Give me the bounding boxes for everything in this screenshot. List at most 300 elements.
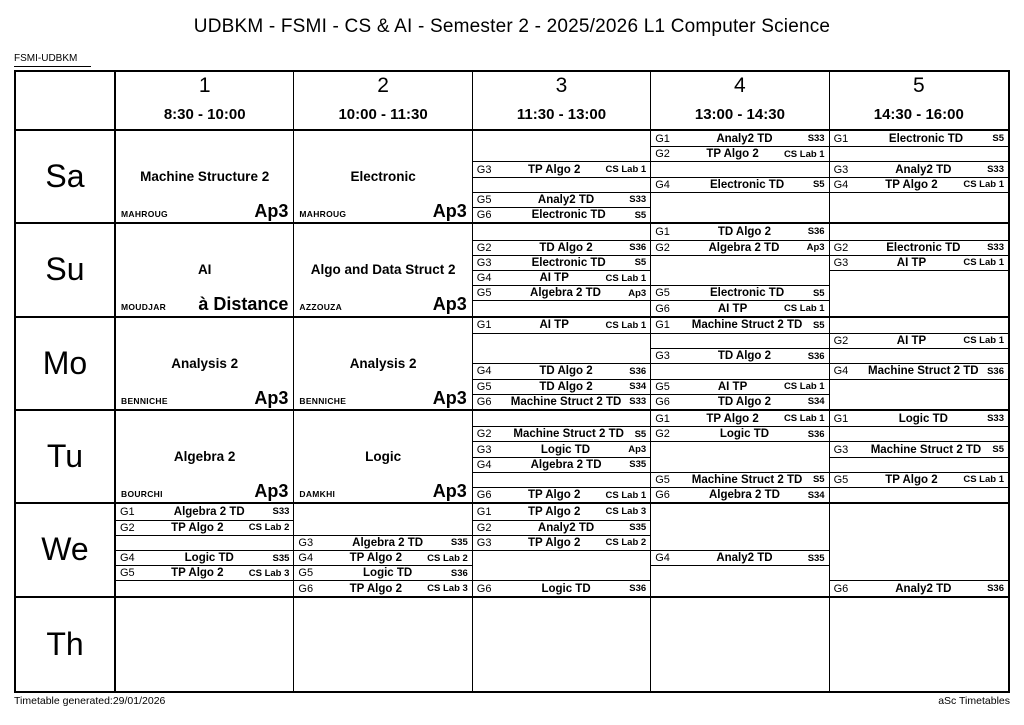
group-label: G1 <box>120 505 135 518</box>
page-title: UDBKM - FSMI - CS & AI - Semester 2 - 2025/2026 L1 Computer Science <box>193 16 831 37</box>
group-label: G2 <box>476 521 492 534</box>
course-title: Algebra 2 TD <box>708 489 780 502</box>
room-label: Ap3 <box>432 387 467 408</box>
group-label: G1 <box>833 132 849 145</box>
room-label: S34 <box>629 381 647 393</box>
cell-mo-p5 <box>830 318 1008 411</box>
course-title: Algebra 2 TD <box>352 536 424 549</box>
room-label: CS Lab 1 <box>963 335 1004 347</box>
room-label: S5 <box>634 428 647 440</box>
course-title: Electronic TD <box>531 256 606 269</box>
class-entry <box>651 426 828 442</box>
group-label: G3 <box>298 536 314 549</box>
course-title: Analy2 TD <box>716 552 773 565</box>
period-time: 13:00 - 14:30 <box>694 106 785 124</box>
course-title: Algebra 2 TD <box>708 241 780 254</box>
room-label: S33 <box>807 133 825 145</box>
room-label: CS Lab 1 <box>963 257 1004 269</box>
room-label: CS Lab 1 <box>783 148 825 160</box>
course-title: AI TP <box>717 380 748 393</box>
cell-mo-p4 <box>651 318 829 411</box>
course-title: Machine Struct 2 TD <box>868 365 979 378</box>
period-header-5 <box>830 72 1008 131</box>
group-label: G2 <box>120 521 135 534</box>
room-label: S36 <box>629 583 647 595</box>
cell-mo-p3 <box>473 318 651 411</box>
room-label: CS Lab 2 <box>248 522 290 534</box>
teacher-name: MOUDJAR <box>121 302 167 313</box>
day-label-text: Th <box>46 625 84 662</box>
class-entry <box>830 363 1008 379</box>
group-label: G5 <box>476 287 492 300</box>
course-title: Logic <box>365 449 402 465</box>
room-label: S34 <box>807 396 825 408</box>
course-title: Electronic TD <box>710 178 785 191</box>
period-number: 2 <box>377 74 389 98</box>
group-label: G6 <box>476 395 492 408</box>
room-label: S36 <box>629 242 647 254</box>
cell-we-p2 <box>294 504 472 597</box>
room-label: S33 <box>987 413 1004 425</box>
lecture-footer <box>121 294 289 315</box>
course-title: Analy2 TD <box>895 163 952 176</box>
room-label: CS Lab 1 <box>963 179 1004 191</box>
class-entry <box>651 240 828 256</box>
course-title: Analy2 TD <box>537 193 595 206</box>
group-label: G6 <box>298 582 314 595</box>
group-label: G2 <box>655 428 670 441</box>
room-label: S36 <box>807 350 825 362</box>
corner-cell <box>16 72 116 131</box>
period-time: 14:30 - 16:00 <box>873 106 964 124</box>
class-entry <box>473 318 650 334</box>
class-entry <box>473 240 650 256</box>
room-label: CS Lab 1 <box>783 413 825 425</box>
day-label-text: Sa <box>45 158 85 195</box>
lecture-footer <box>299 481 467 502</box>
cell-th-p1 <box>116 598 294 691</box>
teacher-name: MAHROUG <box>121 209 168 220</box>
room-label: CS Lab 2 <box>427 552 468 564</box>
room-label: S35 <box>450 537 468 549</box>
group-label: G3 <box>833 256 849 269</box>
group-label: G4 <box>120 552 135 565</box>
footer-generated-text: Timetable generated:29/01/2026 <box>14 695 166 707</box>
room-label: S35 <box>629 522 647 534</box>
teacher-name: AZZOUZA <box>299 302 343 313</box>
class-entry <box>830 580 1008 595</box>
course-title: Logic TD <box>898 412 948 425</box>
class-entry <box>473 520 650 536</box>
group-label: G5 <box>120 567 135 580</box>
lecture-footer <box>121 387 289 408</box>
course-title: Logic TD <box>540 443 591 456</box>
lecture-footer <box>299 294 467 315</box>
room-label: S36 <box>807 428 825 440</box>
group-label: G1 <box>655 225 670 238</box>
cell-tu-p4 <box>651 411 829 504</box>
room-label: S35 <box>272 552 290 564</box>
course-title: TP Algo 2 <box>706 148 759 161</box>
room-label: S5 <box>992 444 1004 456</box>
group-label: G1 <box>833 412 849 425</box>
cell-su-p3 <box>473 224 651 317</box>
cell-tu-p5 <box>830 411 1008 504</box>
course-title: TP Algo 2 <box>885 473 938 486</box>
course-title: Electronic TD <box>888 132 964 145</box>
group-label: G5 <box>476 380 492 393</box>
course-title: Analy2 TD <box>716 132 773 145</box>
class-entry <box>651 224 828 240</box>
course-title: TP Algo 2 <box>349 552 402 565</box>
course-title: Algebra 2 TD <box>530 458 602 471</box>
class-entry <box>830 240 1008 256</box>
course-title: TP Algo 2 <box>527 163 581 176</box>
timetable-grid <box>14 70 1010 693</box>
room-label: S33 <box>272 506 290 518</box>
class-entry <box>651 146 828 162</box>
course-title: Logic TD <box>541 582 591 595</box>
class-entry <box>651 318 828 334</box>
group-label: G2 <box>655 148 670 161</box>
course-title: Machine Struct 2 TD <box>870 443 982 456</box>
class-entry <box>651 177 828 193</box>
teacher-name: BOURCHI <box>121 489 163 500</box>
group-label: G6 <box>655 395 670 408</box>
room-label: S36 <box>987 583 1004 595</box>
course-title: AI TP <box>539 319 569 332</box>
room-label: CS Lab 3 <box>427 583 468 595</box>
class-entry <box>651 472 828 488</box>
group-label: G4 <box>833 365 849 378</box>
class-entry <box>473 535 650 551</box>
teacher-name: DAMKHI <box>299 489 336 500</box>
class-entry <box>116 565 293 581</box>
room-label: S35 <box>807 552 825 564</box>
group-label: G4 <box>476 458 492 471</box>
course-title: AI <box>197 262 212 278</box>
course-title: Electronic <box>350 169 416 185</box>
course-title: AI TP <box>539 272 569 285</box>
group-label: G5 <box>298 567 314 580</box>
room-label: S5 <box>812 319 825 331</box>
group-label: G1 <box>655 412 670 425</box>
course-title: Machine Struct 2 TD <box>510 395 622 408</box>
period-header-3 <box>473 72 651 131</box>
group-label: G2 <box>833 241 849 254</box>
period-time: 11:30 - 13:00 <box>516 106 607 124</box>
room-label: S34 <box>807 489 825 501</box>
teacher-name: BENNICHE <box>299 395 347 406</box>
day-label-text: We <box>41 531 89 568</box>
course-title: TP Algo 2 <box>171 567 224 580</box>
group-label: G4 <box>655 552 670 565</box>
day-label-sa <box>16 131 116 224</box>
course-title: Logic TD <box>363 567 413 580</box>
room-label: S5 <box>812 287 825 299</box>
footer <box>14 695 1010 707</box>
group-label: G3 <box>655 350 670 363</box>
room-label: S5 <box>812 179 825 191</box>
cell-tu-p2 <box>294 411 472 504</box>
group-label: G4 <box>833 178 849 191</box>
footer-brand-text: aSc Timetables <box>938 695 1010 707</box>
class-entry <box>473 161 650 177</box>
group-label: G4 <box>476 272 492 285</box>
group-label: G5 <box>655 473 670 486</box>
group-label: G6 <box>655 302 670 315</box>
course-title: Algebra 2 TD <box>530 287 601 300</box>
group-label: G2 <box>476 241 492 254</box>
group-label: G1 <box>476 319 492 332</box>
class-entry <box>830 411 1008 427</box>
day-label-text: Tu <box>46 438 84 475</box>
period-number: 5 <box>912 74 925 98</box>
group-label: G4 <box>655 178 670 191</box>
class-entry <box>651 348 828 364</box>
group-label: G4 <box>476 365 492 378</box>
class-entry <box>294 580 471 595</box>
class-entry <box>294 550 471 566</box>
cell-we-p3 <box>473 504 651 597</box>
room-label: S35 <box>629 459 647 471</box>
class-entry <box>473 394 650 409</box>
room-label: S36 <box>450 567 468 579</box>
group-label: G2 <box>655 241 670 254</box>
course-title: Analy2 TD <box>537 521 595 534</box>
room-label: CS Lab 1 <box>605 489 647 501</box>
lecture-footer <box>121 481 289 502</box>
group-label: G5 <box>476 193 492 206</box>
room-label: CS Lab 1 <box>783 303 825 315</box>
period-time: 8:30 - 10:00 <box>163 106 246 124</box>
course-title: AI TP <box>717 302 748 315</box>
day-label-text: Mo <box>42 344 88 381</box>
group-label: G6 <box>476 489 492 502</box>
class-entry <box>830 255 1008 271</box>
group-label: G3 <box>476 443 492 456</box>
group-label: G3 <box>833 443 849 456</box>
course-title: TP Algo 2 <box>885 178 938 191</box>
course-title: Machine Struct 2 TD <box>691 473 803 486</box>
period-header-4 <box>651 72 829 131</box>
room-label: S36 <box>987 365 1004 377</box>
period-header-2 <box>294 72 472 131</box>
cell-th-p4 <box>651 598 829 691</box>
cell-tu-p3 <box>473 411 651 504</box>
group-label: G6 <box>655 489 670 502</box>
room-label: Ap3 <box>254 201 289 222</box>
group-label: G5 <box>655 287 670 300</box>
class-entry <box>830 441 1008 457</box>
course-title: Analysis 2 <box>171 355 239 371</box>
group-label: G3 <box>476 536 492 549</box>
course-title: Analysis 2 <box>349 355 417 371</box>
class-entry <box>651 131 828 147</box>
course-title: TP Algo 2 <box>527 536 581 549</box>
room-label: Ap3 <box>432 481 467 502</box>
class-entry <box>473 580 650 595</box>
cell-sa-p3 <box>473 131 651 224</box>
group-label: G6 <box>833 582 849 595</box>
day-label-text: Su <box>45 251 85 288</box>
room-label: CS Lab 1 <box>783 381 825 393</box>
cell-mo-p1 <box>116 318 294 411</box>
class-entry <box>473 255 650 271</box>
class-entry <box>473 457 650 473</box>
class-entry <box>651 300 828 315</box>
course-title: TP Algo 2 <box>527 489 581 502</box>
group-label: G1 <box>655 132 670 145</box>
cell-th-p5 <box>830 598 1008 691</box>
course-title: Machine Structure 2 <box>140 169 270 185</box>
cell-mo-p2 <box>294 318 472 411</box>
group-label: G3 <box>833 163 849 176</box>
course-title: Machine Struct 2 TD <box>691 319 803 332</box>
course-title: TD Algo 2 <box>717 225 772 238</box>
room-label: à Distance <box>198 294 289 315</box>
room-label: CS Lab 1 <box>605 164 647 176</box>
class-entry <box>473 192 650 208</box>
class-entry <box>473 504 650 520</box>
class-entry <box>473 207 650 222</box>
group-label: G6 <box>476 582 492 595</box>
course-title: AI TP <box>896 334 927 347</box>
lecture-footer <box>299 201 467 222</box>
class-entry <box>830 161 1008 177</box>
class-entry <box>651 379 828 395</box>
course-title: TD Algo 2 <box>539 380 593 393</box>
class-entry <box>651 394 828 409</box>
course-title: Logic TD <box>719 428 770 441</box>
group-label: G1 <box>655 319 670 332</box>
group-label: G4 <box>298 552 314 565</box>
room-label: S33 <box>987 242 1004 254</box>
class-entry <box>473 270 650 286</box>
class-entry <box>473 487 650 502</box>
room-label: S33 <box>629 194 647 206</box>
course-title: TP Algo 2 <box>349 582 402 595</box>
class-entry <box>473 426 650 442</box>
course-title: Electronic TD <box>531 209 606 222</box>
course-title: Algebra 2 <box>173 449 236 465</box>
class-entry <box>473 441 650 457</box>
course-title: TP Algo 2 <box>527 505 581 518</box>
course-title: Logic TD <box>184 552 234 565</box>
room-label: CS Lab 3 <box>248 567 290 579</box>
class-entry <box>473 379 650 395</box>
cell-th-p3 <box>473 598 651 691</box>
course-title: Analy2 TD <box>895 582 952 595</box>
period-time: 10:00 - 11:30 <box>338 106 428 124</box>
course-title: Algebra 2 TD <box>173 505 245 518</box>
corner-label: FSMI-UDBKM <box>14 53 91 67</box>
room-label: CS Lab 2 <box>605 537 647 549</box>
group-label: G5 <box>833 473 849 486</box>
course-title: TD Algo 2 <box>539 365 593 378</box>
room-label: Ap3 <box>628 444 647 456</box>
cell-we-p1 <box>116 504 294 597</box>
group-label: G2 <box>833 334 849 347</box>
room-label: Ap3 <box>254 387 289 408</box>
room-label: Ap3 <box>806 242 825 254</box>
class-entry <box>116 550 293 566</box>
period-number: 3 <box>555 74 568 98</box>
class-entry <box>294 565 471 581</box>
room-label: Ap3 <box>432 294 467 315</box>
day-label-th <box>16 598 116 691</box>
class-entry <box>651 285 828 301</box>
room-label: S33 <box>629 396 647 408</box>
room-label: S5 <box>634 209 647 221</box>
cell-sa-p4 <box>651 131 829 224</box>
period-header-1 <box>116 72 294 131</box>
group-label: G3 <box>476 163 492 176</box>
room-label: Ap3 <box>254 481 289 502</box>
teacher-name: BENNICHE <box>121 395 168 406</box>
teacher-name: MAHROUG <box>299 209 347 220</box>
cell-su-p5 <box>830 224 1008 317</box>
cell-su-p4 <box>651 224 829 317</box>
class-entry <box>830 333 1008 349</box>
room-label: S36 <box>629 365 647 377</box>
day-label-mo <box>16 318 116 411</box>
course-title: Electronic TD <box>886 241 961 254</box>
group-label: G6 <box>476 209 492 222</box>
class-entry <box>651 487 828 502</box>
cell-su-p1 <box>116 224 294 317</box>
room-label: S5 <box>634 257 647 269</box>
course-title: TP Algo 2 <box>706 412 759 425</box>
class-entry <box>116 520 293 536</box>
course-title: TD Algo 2 <box>717 350 772 363</box>
period-number: 4 <box>734 74 746 98</box>
cell-th-p2 <box>294 598 472 691</box>
group-label: G1 <box>476 505 492 518</box>
course-title: Algo and Data Struct 2 <box>310 262 456 278</box>
room-label: Ap3 <box>432 201 467 222</box>
day-label-su <box>16 224 116 317</box>
class-entry <box>830 472 1008 488</box>
course-title: TD Algo 2 <box>717 395 772 408</box>
cell-tu-p1 <box>116 411 294 504</box>
room-label: S5 <box>992 133 1004 145</box>
cell-we-p4 <box>651 504 829 597</box>
day-label-tu <box>16 411 116 504</box>
group-label: G5 <box>655 380 670 393</box>
course-title: Machine Struct 2 TD <box>513 428 624 441</box>
course-title: TD Algo 2 <box>539 241 593 254</box>
lecture-footer <box>299 387 467 408</box>
class-entry <box>651 550 828 566</box>
cell-sa-p2 <box>294 131 472 224</box>
lecture-footer <box>121 201 289 222</box>
class-entry <box>294 535 471 551</box>
class-entry <box>116 504 293 520</box>
period-number: 1 <box>198 74 211 98</box>
cell-su-p2 <box>294 224 472 317</box>
class-entry <box>830 177 1008 193</box>
course-title: AI TP <box>896 256 927 269</box>
cell-sa-p1 <box>116 131 294 224</box>
group-label: G2 <box>476 428 492 441</box>
class-entry <box>651 411 828 427</box>
cell-we-p5 <box>830 504 1008 597</box>
room-label: S5 <box>812 474 825 486</box>
room-label: CS Lab 1 <box>605 319 647 331</box>
group-label: G3 <box>476 256 492 269</box>
class-entry <box>830 131 1008 147</box>
